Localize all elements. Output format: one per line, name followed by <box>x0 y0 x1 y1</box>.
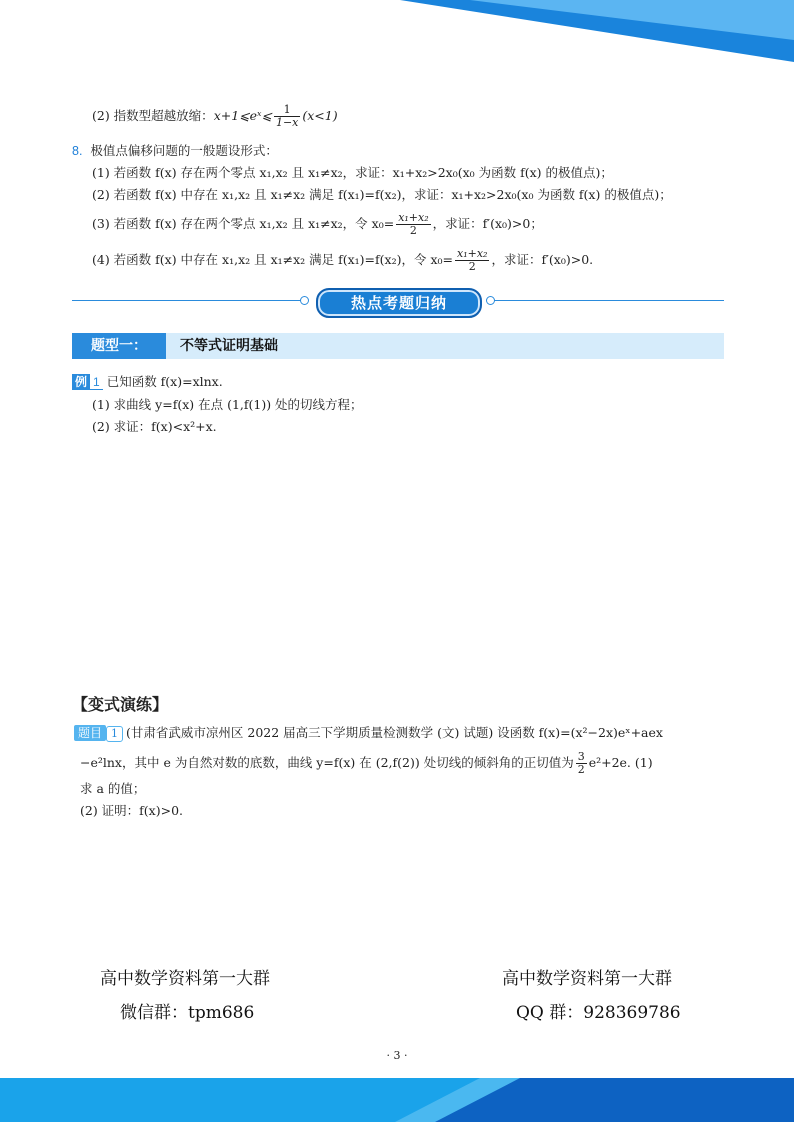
section-dot-right <box>486 296 495 305</box>
section-dot-left <box>300 296 309 305</box>
variant-line2: −e²lnx，其中 e 为自然对数的底数，曲线 y=f(x) 在 (2,f(2)) 处切线的倾斜角的正切值为 $\frac{3}{2}$ e²+2e. (1) <box>80 750 653 776</box>
footer-left-sub: 微信群：tpm686 <box>120 1003 255 1023</box>
variant-line3: 求 a 的值； <box>80 781 146 796</box>
fraction: $\frac{3}{2}$ <box>577 750 585 776</box>
page-number: · 3 · <box>386 1049 408 1062</box>
item8-s3: (3) 若函数 f(x) 存在两个零点 x₁,x₂ 且 x₁≠x₂，令 x₀= $\frac{\text{x₁+x₂}}{2}$ ，求证：f′(x₀)>0； <box>92 211 543 237</box>
footer-right-title: 高中数学资料第一大群 <box>502 969 672 989</box>
problem-number: 1 <box>106 726 123 742</box>
example1-q1: (1) 求曲线 y=f(x) 在点 (1,f(1)) 处的切线方程； <box>92 397 363 412</box>
section-rule-left <box>72 300 302 301</box>
variant-line1: 题目 1 (甘肃省武威市凉州区 2022 届高三下学期质量检测数学 (文) 试题) 设函数 f(x)=(x²−2x)eˣ+aex <box>74 725 663 742</box>
section-title-pill <box>316 288 482 318</box>
bottom-decor-band <box>0 1078 794 1122</box>
type-title: 不等式证明基础 <box>180 338 278 354</box>
item8-s4: (4) 若函数 f(x) 中存在 x₁,x₂ 且 x₁≠x₂ 满足 f(x₁)=f(x₂)，令 x₀= $\frac{\text{x₁+x₂}}{2}$ ，求证：f′(x₀)>0. <box>92 247 594 273</box>
variant-line4: (2) 证明：f(x)>0. <box>80 803 184 818</box>
item8-heading: 8. 极值点偏移问题的一般题设形式： <box>72 143 278 158</box>
problem-badge: 题目 <box>74 725 106 741</box>
type-label: 题型一： <box>72 333 166 359</box>
example-number: 1 <box>90 375 103 390</box>
fraction: $\frac{1}{1-x}$ <box>275 103 299 129</box>
item8-s2: (2) 若函数 f(x) 中存在 x₁,x₂ 且 x₁≠x₂ 满足 f(x₁)=f(x₂)，求证：x₁+x₂>2x₀(x₀ 为函数 f(x) 的极值点)； <box>92 187 672 202</box>
footer-right-sub: QQ 群：928369786 <box>516 1003 681 1023</box>
variant-heading: 【变式演练】 <box>72 695 169 714</box>
example-badge: 例 <box>72 374 90 390</box>
example1-q2: (2) 求证：f(x)<x²+x. <box>92 419 217 434</box>
section-title: 热点考题归纳 <box>350 294 447 312</box>
footer-left-title: 高中数学资料第一大群 <box>100 969 270 989</box>
fraction: $\frac{\text{x₁+x₂}}{2}$ <box>398 211 429 237</box>
top-decor-stripe <box>0 0 794 70</box>
fraction: $\frac{\text{x₁+x₂}}{2}$ <box>456 247 488 273</box>
item7-sub2: (2) 指数型超越放缩：x+1⩽eˣ⩽ $\frac{1}{1-x}$ (x<1) <box>92 103 338 129</box>
type-bar <box>72 333 724 359</box>
section-rule-right <box>494 300 724 301</box>
example1-stem: 例 1 已知函数 f(x)=xlnx. <box>72 374 223 390</box>
item8-s1: (1) 若函数 f(x) 存在两个零点 x₁,x₂ 且 x₁≠x₂，求证：x₁+x₂>2x₀(x₀ 为函数 f(x) 的极值点)； <box>92 165 613 180</box>
